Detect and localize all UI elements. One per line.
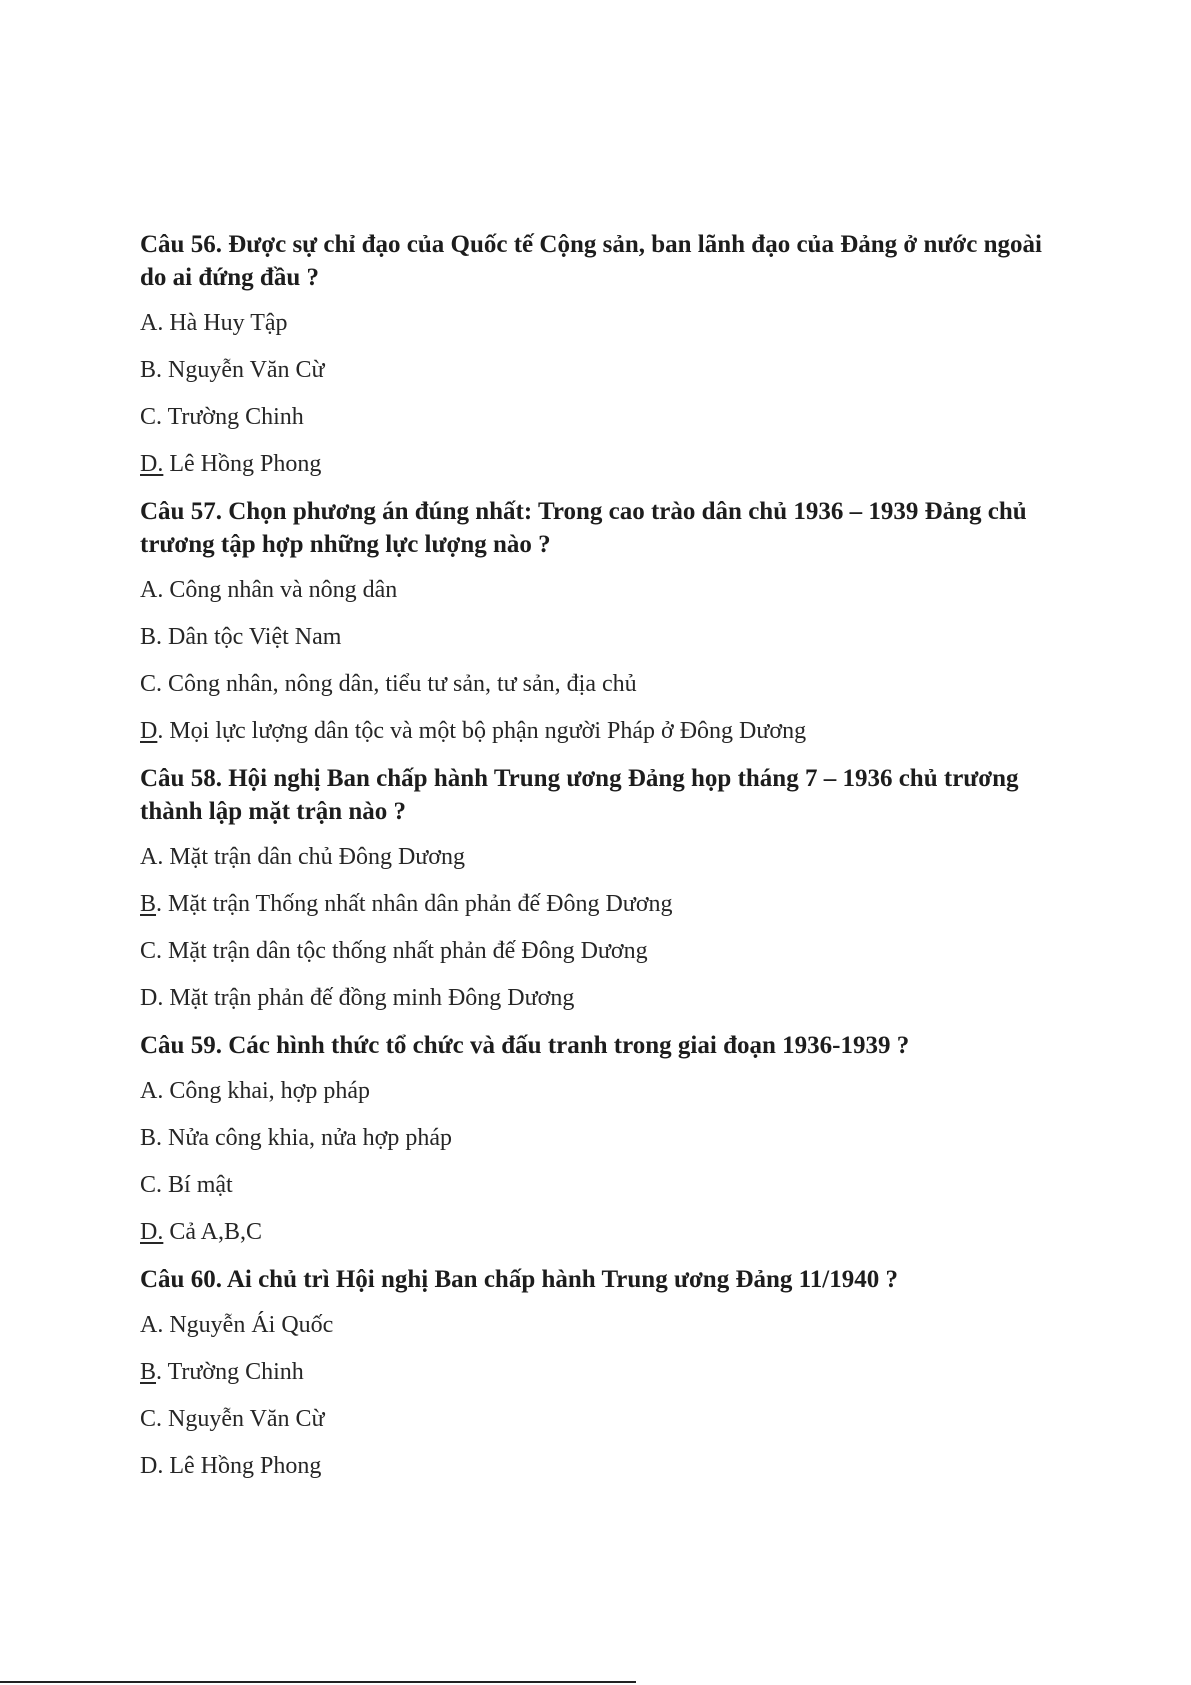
question-title: Câu 60. Ai chủ trì Hội nghị Ban chấp hành Trung ương Đảng 11/1940 ?	[140, 1266, 898, 1293]
answer-option-c	[140, 401, 1060, 434]
question-title: Câu 58. Hội nghị Ban chấp hành Trung ương Đảng họp tháng 7 – 1936 chủ trương thành lập mặt trận nào ?	[140, 765, 1019, 825]
answer-option-b	[140, 888, 1060, 921]
option-text: Nửa công khia, nửa hợp pháp	[162, 1125, 452, 1151]
option-separator: .	[157, 985, 164, 1011]
footer-divider-segment	[595, 1681, 636, 1683]
document-page	[140, 228, 1060, 1497]
option-text: Nguyễn Ái Quốc	[163, 1312, 334, 1338]
answer-option-d	[140, 715, 1060, 748]
option-text: Mặt trận Thống nhất nhân dân phản đế Đông Dương	[162, 891, 673, 917]
option-text: Công nhân, nông dân, tiểu tư sản, tư sản, địa chủ	[162, 671, 637, 697]
answer-option-c	[140, 935, 1060, 968]
answer-option-c	[140, 668, 1060, 701]
option-letter: A	[140, 577, 158, 603]
option-separator: .	[157, 1453, 164, 1479]
option-separator: .	[157, 1312, 164, 1338]
option-text: Công nhân và nông dân	[163, 577, 398, 603]
option-separator: .	[157, 577, 164, 603]
option-separator: .	[157, 310, 164, 336]
option-text: Mặt trận dân tộc thống nhất phản đế Đông Dương	[162, 938, 648, 964]
option-letter: D	[140, 1453, 158, 1479]
option-letter: A	[140, 310, 158, 336]
correct-option-letter: D	[140, 718, 158, 744]
option-separator: .	[156, 891, 163, 917]
option-text: Cả A,B,C	[163, 1219, 263, 1245]
answer-option-b	[140, 354, 1060, 387]
question-58	[140, 762, 1060, 1015]
option-separator: .	[156, 938, 163, 964]
option-separator: .	[156, 404, 163, 430]
question-59	[140, 1029, 1060, 1249]
footer-divider	[0, 1681, 636, 1683]
answer-option-a	[140, 307, 1060, 340]
answer-option-a	[140, 1075, 1060, 1108]
question-56	[140, 228, 1060, 481]
option-separator: .	[157, 718, 164, 744]
option-letter: D	[140, 985, 158, 1011]
option-separator: .	[157, 1078, 164, 1104]
question-title: Câu 59. Các hình thức tổ chức và đấu tranh trong giai đoạn 1936-1939 ?	[140, 1032, 910, 1059]
question-60	[140, 1263, 1060, 1483]
answer-option-d	[140, 1450, 1060, 1483]
question-title: Câu 56. Được sự chỉ đạo của Quốc tế Cộng sản, ban lãnh đạo của Đảng ở nước ngoài do ai đứng đầu ?	[140, 231, 1042, 291]
option-letter: C	[140, 1172, 157, 1198]
answer-option-a	[140, 841, 1060, 874]
option-text: Lê Hồng Phong	[163, 451, 322, 477]
answer-option-d	[140, 1216, 1060, 1249]
option-text: Nguyễn Văn Cừ	[162, 357, 325, 383]
option-text: Trường Chinh	[162, 404, 304, 430]
option-separator: .	[157, 844, 164, 870]
option-letter: C	[140, 938, 157, 964]
option-letter: B	[140, 357, 157, 383]
option-text: Hà Huy Tập	[163, 310, 288, 336]
answer-option-b	[140, 1122, 1060, 1155]
option-separator: .	[156, 1406, 163, 1432]
option-text: Nguyễn Văn Cừ	[162, 1406, 325, 1432]
answer-option-a	[140, 1309, 1060, 1342]
correct-option-letter: D.	[140, 451, 164, 477]
option-letter: C	[140, 404, 157, 430]
answer-option-d	[140, 448, 1060, 481]
option-separator: .	[156, 1172, 163, 1198]
option-separator: .	[156, 357, 163, 383]
option-separator: .	[156, 1125, 163, 1151]
option-letter: B	[140, 1125, 157, 1151]
option-separator: .	[156, 624, 163, 650]
correct-option-letter: B	[140, 891, 157, 917]
option-text: Mặt trận phản đế đồng minh Đông Dương	[163, 985, 575, 1011]
option-text: Dân tộc Việt Nam	[162, 624, 342, 650]
option-letter: C	[140, 1406, 157, 1432]
option-letter: A	[140, 1078, 158, 1104]
option-text: Mọi lực lượng dân tộc và một bộ phận người Pháp ở Đông Dương	[163, 718, 807, 744]
option-letter: A	[140, 1312, 158, 1338]
answer-option-d	[140, 982, 1060, 1015]
answer-option-b	[140, 1356, 1060, 1389]
answer-option-b	[140, 621, 1060, 654]
option-letter: B	[140, 624, 157, 650]
option-separator: .	[156, 1359, 163, 1385]
correct-option-letter: B	[140, 1359, 157, 1385]
answer-option-a	[140, 574, 1060, 607]
option-text: Mặt trận dân chủ Đông Dương	[163, 844, 465, 870]
option-letter: A	[140, 844, 158, 870]
question-57	[140, 495, 1060, 748]
option-letter: C	[140, 671, 157, 697]
option-text: Trường Chinh	[162, 1359, 304, 1385]
option-text: Bí mật	[162, 1172, 233, 1198]
correct-option-letter: D.	[140, 1219, 164, 1245]
answer-option-c	[140, 1169, 1060, 1202]
answer-option-c	[140, 1403, 1060, 1436]
option-text: Lê Hồng Phong	[163, 1453, 322, 1479]
question-title: Câu 57. Chọn phương án đúng nhất: Trong cao trào dân chủ 1936 – 1939 Đảng chủ trương tập hợp những lực lượng nào ?	[140, 498, 1027, 558]
option-text: Công khai, hợp pháp	[163, 1078, 371, 1104]
option-separator: .	[156, 671, 163, 697]
